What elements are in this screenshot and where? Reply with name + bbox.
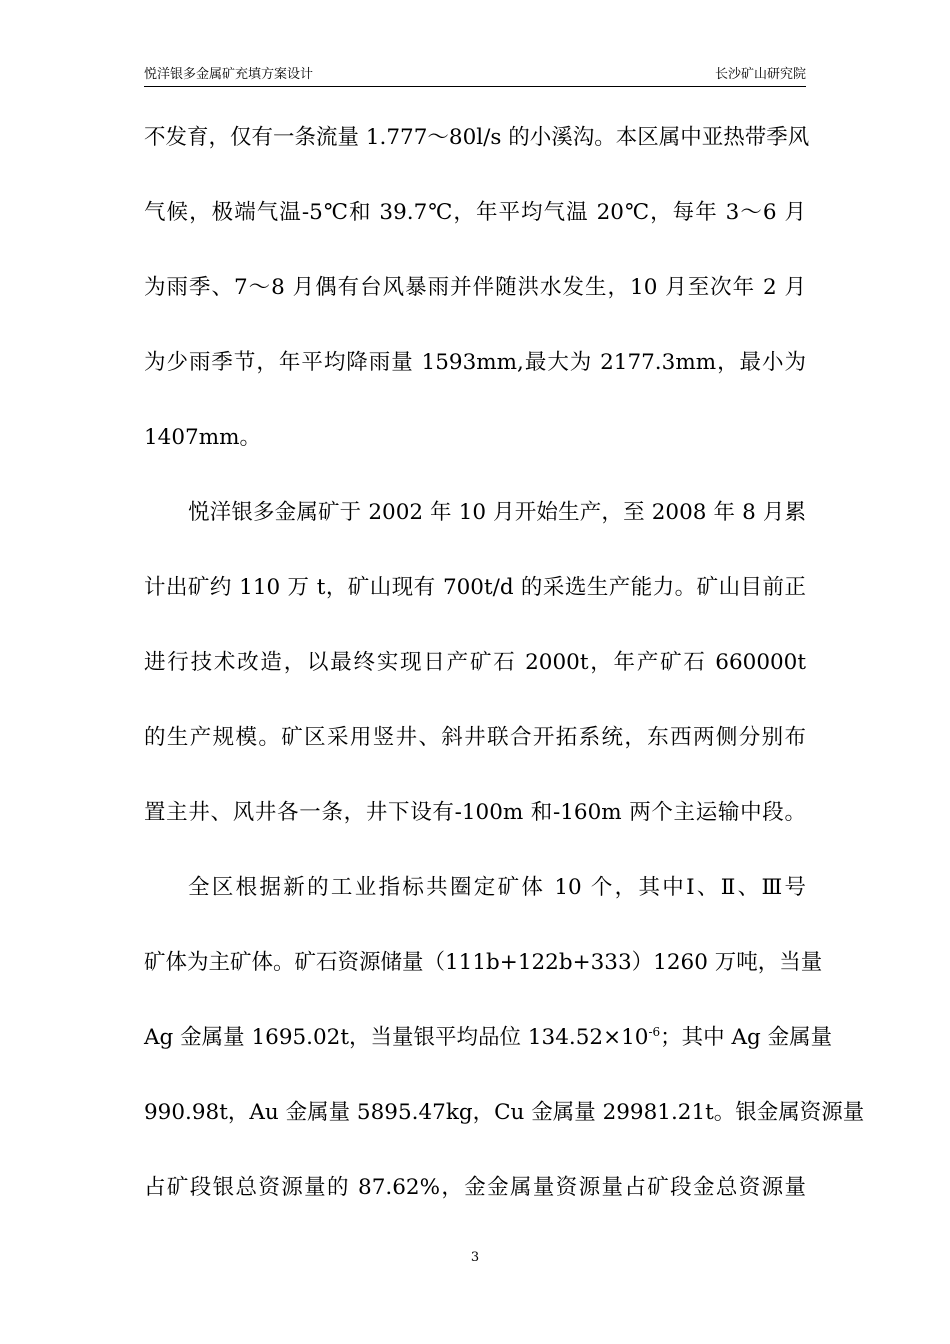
text-line-2: 气候，极端气温-5℃和 39.7℃，年平均气温 20℃，每年 3～6 月 bbox=[144, 200, 806, 225]
text-line-7: 计出矿约 110 万 t，矿山现有 700t/d 的采选生产能力。矿山目前正 bbox=[144, 575, 806, 600]
page-header bbox=[144, 66, 806, 87]
exponent: -6 bbox=[648, 1024, 661, 1039]
text-line-6: 悦洋银多金属矿于 2002 年 10 月开始生产，至 2008 年 8 月累 bbox=[188, 500, 806, 525]
header-institute: 长沙矿山研究院 bbox=[714, 67, 806, 82]
text-line-13 bbox=[144, 1018, 833, 1058]
text-line-10: 置主井、风井各一条，井下设有-100m 和-160m 两个主运输中段。 bbox=[144, 800, 806, 825]
text-line-11: 全区根据新的工业指标共圈定矿体 10 个，其中Ⅰ、Ⅱ、Ⅲ号 bbox=[188, 875, 806, 900]
text-line-13-a: Ag 金属量 1695.02t，当量银平均品位 134.52×10 bbox=[144, 1025, 649, 1050]
text-line-15: 占矿段银总资源量的 87.62%，金金属量资源量占矿段金总资源量 bbox=[144, 1175, 806, 1200]
text-line-1: 不发育，仅有一条流量 1.777～80l/s 的小溪沟。本区属中亚热带季风 bbox=[144, 125, 810, 150]
text-line-8: 进行技术改造，以最终实现日产矿石 2000t，年产矿石 660000t bbox=[144, 650, 806, 675]
page-number: 3 bbox=[470, 1250, 480, 1265]
text-line-13-b: ；其中 Ag 金属量 bbox=[660, 1025, 833, 1050]
text-line-4: 为少雨季节，年平均降雨量 1593mm,最大为 2177.3mm，最小为 bbox=[144, 350, 806, 375]
text-line-9: 的生产规模。矿区采用竖井、斜井联合开拓系统，东西两侧分别布 bbox=[144, 725, 806, 750]
text-line-14: 990.98t，Au 金属量 5895.47kg，Cu 金属量 29981.21t。银金属资源量 bbox=[144, 1100, 865, 1125]
text-line-5: 1407mm。 bbox=[144, 425, 261, 450]
text-line-3: 为雨季、7～8 月偶有台风暴雨并伴随洪水发生，10 月至次年 2 月 bbox=[144, 275, 806, 300]
header-title: 悦洋银多金属矿充填方案设计 bbox=[144, 67, 314, 82]
text-line-12: 矿体为主矿体。矿石资源储量（111b+122b+333）1260 万吨，当量 bbox=[144, 950, 823, 975]
